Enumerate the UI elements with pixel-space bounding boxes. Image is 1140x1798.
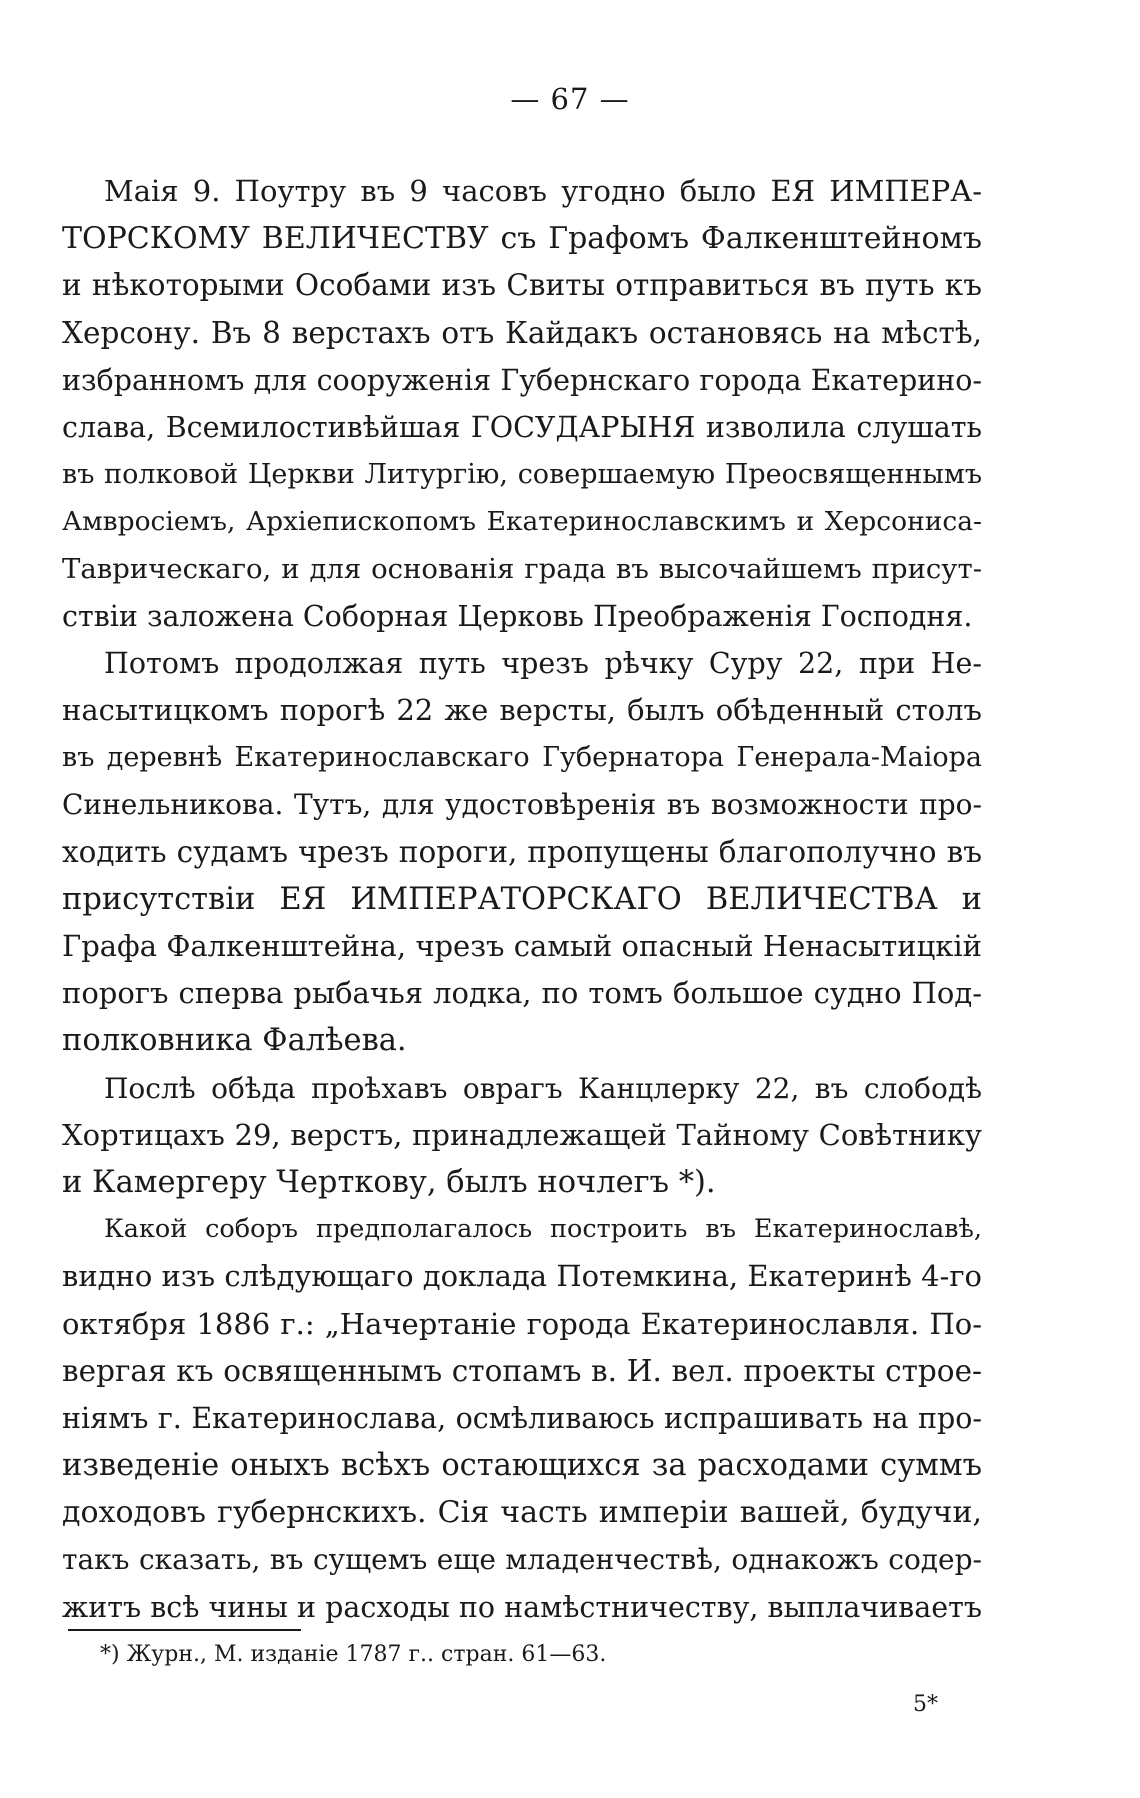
text-line: слава, Всемилостивѣйшая ГОСУДАРЫНЯ изволила слушать [62, 410, 982, 444]
text-line: въ полковой Церкви Литургію, совершаемую Преосвященнымъ [62, 459, 982, 491]
text-line: житъ всѣ чины и расходы по намѣстничеству, выплачиваетъ [62, 1590, 982, 1624]
text-line: ходить судамъ чрезъ пороги, пропущены благополучно въ [62, 834, 982, 869]
body-text [62, 168, 982, 1631]
text-line: Амвросіемъ, Архіепископомъ Екатеринославскимъ и Херсониса- [62, 506, 982, 538]
text-line: порогъ сперва рыбачья лодка, по томъ большое судно Под- [62, 976, 982, 1011]
page-number: — 67 — [510, 82, 630, 116]
text-line: Таврическаго, и для основанія града въ высочайшемъ присут- [62, 552, 982, 585]
text-line: Маія 9. Поутру въ 9 часовъ угодно было ЕЯ ИМПЕРА- [104, 174, 982, 208]
signature-mark: 5* [913, 1692, 938, 1717]
text-line: присутствіи ЕЯ ИМПЕРАТОРСКАГО ВЕЛИЧЕСТВА и [62, 881, 982, 917]
footnote: *) Журн., М. изданіе 1787 г.. стран. 61—63. [100, 1642, 607, 1667]
text-line: и Камергеру Черткову, былъ ночлегъ *). [62, 1164, 716, 1200]
text-line: Потомъ продолжая путь чрезъ рѣчку Суру 22, при Не- [104, 646, 982, 680]
text-line: такъ сказать, въ сущемъ еще младенчествѣ, однакожъ содер- [62, 1543, 982, 1577]
text-line: Графа Фалкенштейна, чрезъ самый опасный Ненасытицкій [62, 929, 982, 963]
text-line: октября 1886 г.: „Начертаніе города Екатеринославля. По- [62, 1306, 982, 1341]
text-line: Херсону. Въ 8 верстахъ отъ Кайдакъ остановясь на мѣстѣ, [62, 315, 982, 350]
text-line: Синельникова. Тутъ, для удостовѣренія въ возможности про- [62, 788, 982, 822]
text-line: доходовъ губернскихъ. Сія часть имперіи вашей, будучи, [62, 1495, 982, 1531]
text-line: ствіи заложена Соборная Церковь Преображенія Господня. [62, 599, 973, 633]
text-line: избранномъ для сооруженія Губернскаго города Екатерино- [62, 363, 982, 397]
text-line: Послѣ обѣда проѣхавъ оврагъ Канцлерку 22, въ слободѣ [104, 1071, 982, 1105]
text-line: насытицкомъ порогѣ 22 же версты, былъ обѣденный столъ [62, 693, 982, 728]
text-line: полковника Фалѣева. [62, 1023, 407, 1059]
text-line: въ деревнѣ Екатеринославскаго Губернатора Генерала-Маіора [62, 742, 982, 774]
text-line: видно изъ слѣдующаго доклада Потемкина, Екатеринѣ 4-го [62, 1259, 982, 1294]
text-line: ніямъ г. Екатеринослава, осмѣливаюсь испрашивать на про- [62, 1401, 982, 1435]
text-line: Какой соборъ предполагалось построить въ Екатеринославѣ, [104, 1214, 982, 1245]
text-line: и нѣкоторыми Особами изъ Свиты отправиться въ путь къ [62, 268, 982, 303]
text-line: изведеніе оныхъ всѣхъ остающихся за расходами суммъ [62, 1448, 982, 1484]
footnote-divider [68, 1629, 301, 1631]
text-line: ТОРСКОМУ ВЕЛИЧЕСТВУ съ Графомъ Фалкенштейномъ [62, 221, 982, 257]
text-line: вергая къ освященнымъ стопамъ в. И. вел. проекты строе- [62, 1353, 982, 1388]
text-line: Хортицахъ 29, верстъ, принадлежащей Тайному Совѣтнику [62, 1117, 982, 1152]
